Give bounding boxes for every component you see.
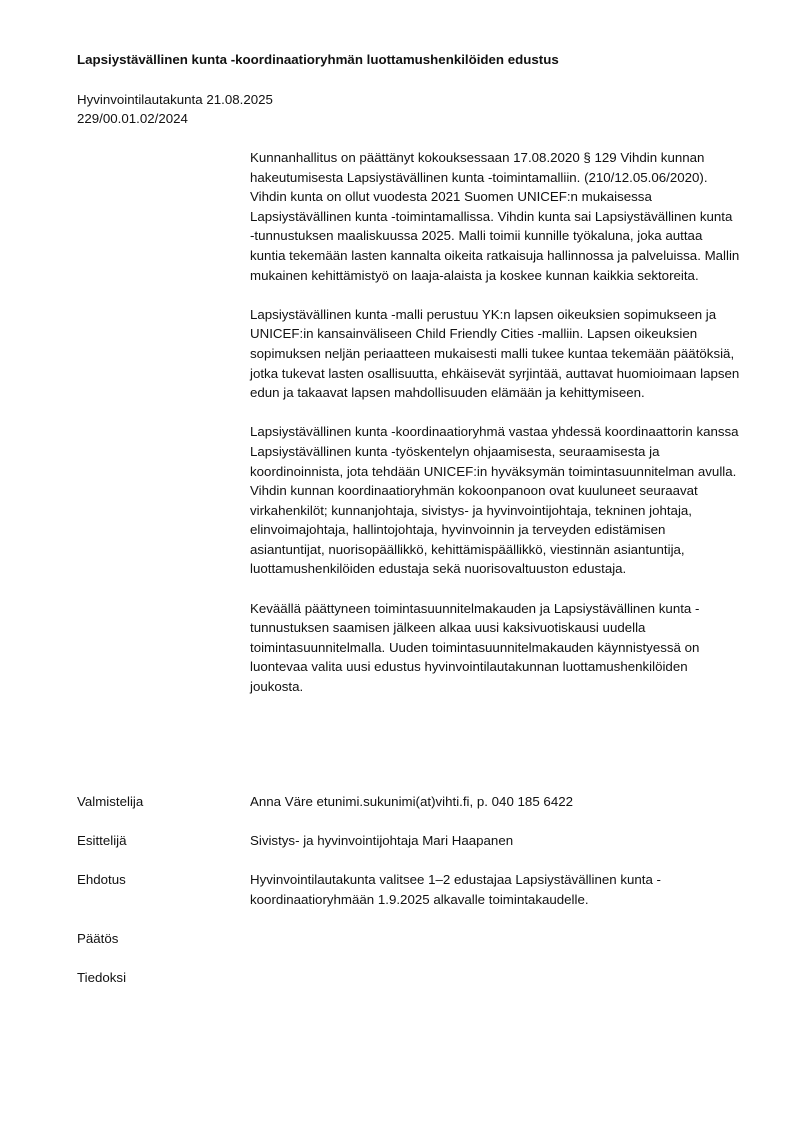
paragraph-4: Keväällä päättyneen toimintasuunnitelmakauden ja Lapsiystävällinen kunta -tunnustuksen saamisen jälkeen alkaa uusi kaksivuotiskausi uudella toimintasuunnitelmalla. Uuden toimintasuunnitelmakauden käynnistyessä on luontevaa valita uusi edustus hyvinvointilautakunnan luottamushenkilöiden joukosta. <box>250 600 700 695</box>
field-row-preparer <box>77 792 747 812</box>
decision-fields <box>77 792 747 1008</box>
document-meta <box>77 90 273 128</box>
document-body <box>250 148 740 716</box>
paragraph-3: Lapsiystävällinen kunta -koordinaatioryhmä vastaa yhdessä koordinaattorin kanssa Lapsiystävällinen kunta -työskentelyn ohjaamisesta, seuraamisesta ja koordinoinnista, jota tehdään UNICEF:in hyväksymän toimintasuunnitelman avulla. Vihdin kunnan koordinaatioryhmän kokoonpanoon ovat kuuluneet seuraavat virkahenkilöt; kunnanjohtaja, sivistys- ja hyvinvointijohtaja, tekninen johtaja, elinvoimajohtaja, hallintojohtaja, hyvinvoinnin ja terveyden edistämisen asiantuntijat, nuorisopäällikkö, kehittämispäällikkö, viestinnän asiantuntija, luottamushenkilöiden edustaja sekä nuorisovaltuuston edustaja. <box>250 424 739 577</box>
field-value: Sivistys- ja hyvinvointijohtaja Mari Haapanen <box>250 833 514 849</box>
field-label: Tiedoksi <box>77 970 127 986</box>
field-row-presenter <box>77 831 747 851</box>
field-label: Ehdotus <box>77 872 126 888</box>
meeting-info: Hyvinvointilautakunta 21.08.2025 <box>77 92 273 107</box>
field-row-for-information <box>77 968 747 988</box>
field-value: Anna Väre etunimi.sukunimi(at)vihti.fi, p. 040 185 6422 <box>250 794 574 809</box>
document-title: Lapsiystävällinen kunta -koordinaatioryhmän luottamushenkilöiden edustus <box>77 52 559 67</box>
paragraph-1: Kunnanhallitus on päättänyt kokouksessaan 17.08.2020 § 129 Vihdin kunnan hakeutumisesta Lapsiystävällinen kunta -toimintamalliin. (210/12.05.06/2020). Vihdin kunta on ollut vuodesta 2021 Suomen UNICEF:n mukaisessa Lapsiystävällinen kunta -toimintamallissa. Vihdin kunta sai Lapsiystävällinen kunta -tunnustuksen maaliskuussa 2025. Malli toimii kunnille työkaluna, joka auttaa kuntia tekemään lasten kannalta oikeita ratkaisuja hallinnossa ja palveluissa. Mallin mukainen kehittämistyö on laaja-alaista ja koskee kunnan kaikkia sektoreita. <box>250 150 740 283</box>
field-label: Päätös <box>77 931 119 947</box>
paragraph-2: Lapsiystävällinen kunta -malli perustuu YK:n lapsen oikeuksien sopimukseen ja UNICEF:in kansainväliseen Child Friendly Cities -malliin. Lapsen oikeuksien sopimuksen neljän periaatteen mukaisesti malli tukee kuntaa tekemään päätöksiä, jotka tukevat lasten osallisuutta, ehkäisevät syrjintää, auttavat huomioimaan lapsen edun ja takaavat lapsen mahdollisuuden elämään ja kehittymiseen. <box>250 306 740 401</box>
case-number: 229/00.01.02/2024 <box>77 111 188 126</box>
field-value <box>250 968 740 988</box>
field-value: Hyvinvointilautakunta valitsee 1–2 edustajaa Lapsiystävällinen kunta -koordinaatioryhmään 1.9.2025 alkavalle toimintakaudelle. <box>250 872 661 907</box>
field-label: Esittelijä <box>77 833 127 849</box>
field-value <box>250 929 740 949</box>
field-label: Valmistelija <box>77 794 144 809</box>
field-row-decision <box>77 929 747 949</box>
field-row-proposal <box>77 870 747 909</box>
